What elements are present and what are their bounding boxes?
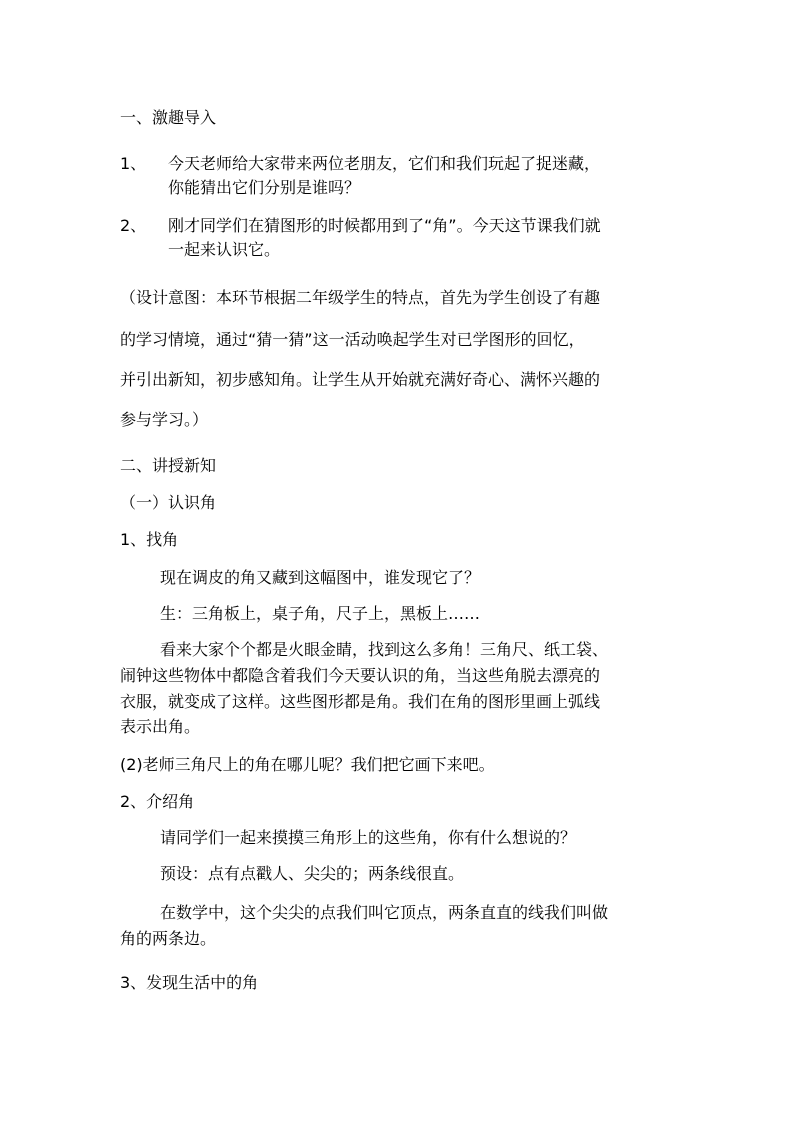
part2-question: 请同学们一起来摸摸三角形上的这些角，你有什么想说的？ <box>160 828 577 847</box>
part1-para-line-2: 闹钟这些物体中都隐含着我们今天要认识的角，当这些角脱去漂亮的 <box>120 666 601 685</box>
part1-para-line-4: 表示出角。 <box>120 717 201 736</box>
part1-para-line-3: 衣服，就变成了这样。这些图形都是角。我们在角的图形里画上弧线 <box>120 692 601 711</box>
part2-para-line-1: 在数学中，这个尖尖的点我们叫它顶点，两条直直的线我们叫做 <box>160 903 609 922</box>
item-number-1: 1、 <box>120 154 147 173</box>
part-title-find-angles-in-life: 3、发现生活中的角 <box>120 973 259 992</box>
design-note-line-1: （设计意图：本环节根据二年级学生的特点，首先为学生创设了有趣 <box>120 288 601 307</box>
item-1-line-2: 你能猜出它们分别是谁吗？ <box>168 178 361 197</box>
item-2-line-1: 刚才同学们在猜图形的时候都用到了“角”。今天这节课我们就 <box>168 216 601 235</box>
design-note-line-4: 参与学习。） <box>120 410 209 429</box>
item-1-line-1: 今天老师给大家带来两位老朋友，它们和我们玩起了捉迷藏， <box>168 154 601 173</box>
design-note-line-2: 的学习情境，通过“猜一猜”这一活动唤起学生对已学图形的回忆， <box>120 330 585 349</box>
item-number-2: 2、 <box>120 216 147 235</box>
item-2-line-2: 一起来认识它。 <box>168 240 281 259</box>
part1-question: 现在调皮的角又藏到这幅图中，谁发现它了？ <box>160 568 481 587</box>
part-title-find-angle: 1、找角 <box>120 530 179 549</box>
section-heading-new-knowledge: 二、讲授新知 <box>120 456 217 475</box>
design-note-line-3: 并引出新知，初步感知角。让学生从开始就充满好奇心、满怀兴趣的 <box>120 370 601 389</box>
part2-para-line-2: 角的两条边。 <box>120 929 217 948</box>
part1-student-answer: 生：三角板上，桌子角，尺子上，黑板上…… <box>160 604 481 623</box>
sub-heading-recognize-angle: （一）认识角 <box>120 493 217 512</box>
section-heading-intro: 一、激趣导入 <box>120 108 217 127</box>
part-title-introduce-angle: 2、介绍角 <box>120 792 195 811</box>
part1-sub-item-2: (2)老师三角尺上的角在哪儿呢？我们把它画下来吧。 <box>120 755 495 774</box>
part1-para-line-1: 看来大家个个都是火眼金睛，找到这么多角！三角尺、纸工袋、 <box>160 640 609 659</box>
part2-preset: 预设：点有点戳人、尖尖的；两条线很直。 <box>160 864 465 883</box>
